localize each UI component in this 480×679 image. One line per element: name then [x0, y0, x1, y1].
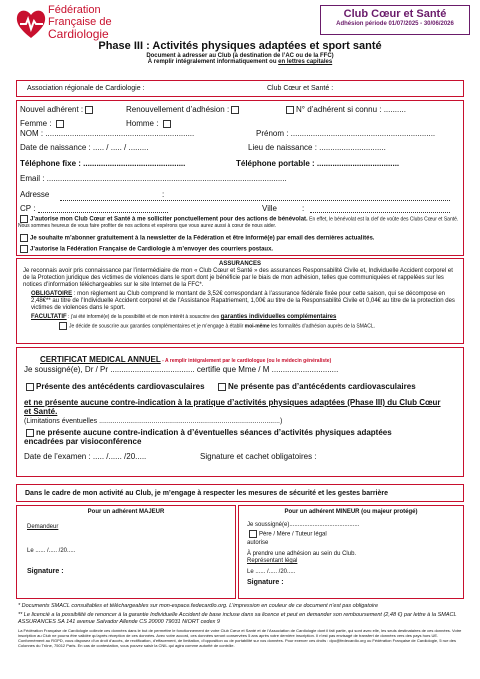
- safety-commitment: Dans le cadre de mon activité au Club, je m’engage à respecter les mesures de sécurité et les gestes barrière: [16, 484, 464, 502]
- minor-name-field[interactable]: Je soussigné(e)..........................................: [247, 522, 360, 528]
- no-contraindication: et ne présente aucune contre-indication à la pratique d’activités physiques adaptées (Phase III) du Club Cœur et Santé.: [24, 398, 441, 416]
- heading-sub1: Document à adresser au Club (à destination de l’AC ou de la FFC): [146, 53, 334, 59]
- doctor-signature-label: Signature et cachet obligatoires :: [200, 452, 317, 461]
- address-line[interactable]: [60, 200, 450, 201]
- club-period: Adhésion période 01/07/2025 - 30/06/2026: [336, 21, 454, 27]
- adult-title: Pour un adhérent MAJEUR: [87, 509, 165, 515]
- minor-join-label: À prendre une adhésion au sein du Club.: [247, 551, 357, 557]
- history-no-checkbox[interactable]: [218, 383, 226, 391]
- minor-date-field[interactable]: Le ...... /..... /20.....: [247, 569, 296, 575]
- history-yes[interactable]: Présente des antécédents cardiovasculaires: [24, 382, 205, 391]
- newsletter-checkbox[interactable]: [20, 234, 28, 242]
- adult-date-field[interactable]: Le ...... /..... /20.....: [27, 548, 76, 554]
- postcode-label: CP :: [20, 204, 36, 213]
- member-number-checkbox[interactable]: [286, 106, 294, 114]
- adult-member-box: [16, 505, 236, 599]
- woman-field[interactable]: Femme :: [20, 119, 66, 128]
- minor-authorise-label: autorise: [247, 540, 269, 546]
- minor-title: Pour un adhérent MINEUR (ou majeur protégé): [284, 509, 418, 515]
- visio-field[interactable]: ne présente aucune contre-indication à d’éventuelles séances d’activités physiques adaptées encadrées par visioconférence: [24, 428, 392, 446]
- volunteer-checkbox[interactable]: [20, 215, 28, 223]
- minor-signature-label: Signature :: [247, 579, 284, 586]
- history-yes-checkbox[interactable]: [26, 383, 34, 391]
- adult-applicant-label: Demandeur: [27, 524, 59, 530]
- minor-parent-field[interactable]: Père / Mère / Tuteur légal: [247, 530, 463, 538]
- visio-checkbox[interactable]: [26, 429, 34, 437]
- privacy-notice: La Fédération Française de Cardiologie collecte ces données dans le but de permettre le fonctionnement de votre Club Cœur et Santé et de l’Association de Cardiologie dont il fait partie, qui sont avec elle, les seuls destinataires de ces données. Votre inscription au Club ne pourra être validée qu’après réception de ces données. Avec votre accord, ces données seront conservées 5 ans après votre dernière inscription. Il n’est pas envisagé de transfert de données vers des pays hors UE. Conformément au RGPD, vous disposez d’un droit d’accès, de rectification, d’effacement, de limitation, d’opposition ou de portabilité sur vos données. Pour exercer ces droits : dpo@fedecardio.org ou Fédération Française de Cardiologie, 5 rue des Colonnes du Trône, 75012 Paris. En cas de contestation, vous pouvez saisir la CNIL qui agira comme autorité de contrôle.: [18, 628, 462, 648]
- club-title: Club Cœur et Santé: [343, 8, 447, 20]
- postal-checkbox[interactable]: [20, 245, 28, 253]
- minor-rep-label: Représentant légal: [247, 558, 298, 564]
- history-no[interactable]: Ne présente pas d’antécédents cardiovasculaires: [216, 382, 416, 391]
- insurance-box: [16, 258, 464, 344]
- landline-field[interactable]: Téléphone fixe : ..............................................: [20, 159, 186, 168]
- page-title: Phase III : Activités physiques adaptées et sport santé: [98, 40, 382, 52]
- association-box: [16, 80, 464, 97]
- man-checkbox[interactable]: [163, 120, 171, 128]
- newsletter-consent[interactable]: Je souhaite m’abonner gratuitement à la newsletter de la Fédération et être informé(e) par email des dernières actualités.: [18, 234, 462, 242]
- club-header-box: [320, 5, 470, 35]
- minor-member-box: [238, 505, 464, 599]
- city-label: Ville: [262, 204, 277, 213]
- city-line[interactable]: [310, 212, 450, 213]
- logo-line2: Française de: [48, 16, 112, 28]
- renewal-checkbox[interactable]: [231, 106, 239, 114]
- subscribe-checkbox[interactable]: [59, 322, 67, 330]
- limitations-field[interactable]: (Limitations éventuelles .............................................................................................): [24, 418, 283, 425]
- volunteer-consent[interactable]: J’autorise mon Club Cœur et Santé à me solliciter ponctuellement pour des actions de bénévolat. En effet, le bénévolat est la clef de voûte des Clubs Cœur et Santé. Nous sommes heureux de vous faire profiter de nos actions et espérons que vous aurez aussi à cœur de nous aider.: [18, 216, 459, 230]
- postal-consent[interactable]: J’autorise la Fédération Française de Cardiologie à m’envoyer des courriers postaux.: [18, 245, 462, 253]
- postcode-line[interactable]: [38, 212, 168, 213]
- assoc-club-label: Club Cœur et Santé :: [267, 85, 334, 92]
- mobile-field[interactable]: Téléphone portable : .....................................: [236, 159, 400, 168]
- city-colon: :: [302, 204, 305, 213]
- footnote-2: ** Le licencié a la possibilité de renoncer à la garantie Individuelle Accident de base incluse dans sa licence et peut en demander son remboursement (2,48 €) par lettre à la SMACL ASSURANCES SA 141 avenue Salvador Allende CS 20000 79031 NIORT cedex 9: [18, 612, 457, 625]
- footer: [18, 603, 464, 648]
- email-field[interactable]: Email : ............................................................................................................: [20, 174, 287, 183]
- logo-line3: Cardiologie: [48, 27, 109, 41]
- certificate-title: CERTIFICAT MEDICAL ANNUEL - A remplir intégralement par le cardiologue (ou le médecin généraliste): [40, 355, 332, 364]
- insurance-subscribe[interactable]: Je décide de souscrire aux garanties complémentaires et je m’engage à établir moi-même les formalités d’adhésion auprès de la SMACL.: [57, 322, 457, 330]
- man-field[interactable]: Homme :: [126, 119, 173, 128]
- insurance-optional: FACULTATIF : j’ai été informé(e) de la possibilité et de mon intérêt à souscrire des garanties individuelles complémentaires: [31, 314, 337, 320]
- address-colon: :: [162, 190, 165, 199]
- doctor-field[interactable]: Je soussigné(e), Dr / Pr ...................................... certifie que Mme / M ..............................: [24, 365, 339, 374]
- renewal-field[interactable]: Renouvellement d’adhésion :: [126, 105, 241, 114]
- nom-field[interactable]: NOM : ...................................................................: [20, 129, 195, 138]
- parent-checkbox[interactable]: [249, 530, 257, 538]
- new-member-checkbox[interactable]: [85, 106, 93, 114]
- woman-checkbox[interactable]: [56, 120, 64, 128]
- insurance-intro: Je reconnais avoir pris connaissance par l’intermédiaire de mon « Club Cœur et Santé » des assurances Responsabilité Civile et, Individuelle Accident corporel et de la Protection juridique des victimes de violences dans le sport dont je bénéficie par le biais de mon adhésion, telles que communiquées et rappelées sur les notices d’information téléchargeables sur le site Internet de la FFC*.: [23, 268, 453, 288]
- dob-field[interactable]: Date de naissance : ..... / ..... / .........: [20, 143, 149, 152]
- prenom-field[interactable]: Prénom : .................................................................: [256, 129, 436, 138]
- member-number-field[interactable]: N° d’adhérent si connu : ..........: [284, 105, 406, 114]
- heart-logo-icon: [16, 6, 46, 40]
- adult-signature-label: Signature :: [27, 568, 64, 575]
- insurance-title: ASSURANCES: [218, 261, 261, 267]
- birthplace-field[interactable]: Lieu de naissance : ..............................: [248, 143, 386, 152]
- footnote-1: * Documents SMACL consultables et téléchargeables sur mon-espace.fedecardio.org. L’impression en couleur de ce document n’est pas obligatoire: [18, 603, 379, 609]
- exam-date-field[interactable]: Date de l’examen : ..... /...... /20.....: [24, 452, 147, 461]
- heading-sub2: À remplir intégralement informatiquement ou en lettres capitales: [147, 59, 333, 65]
- address-label: Adresse: [20, 190, 50, 199]
- logo-line1: Fédération: [48, 4, 101, 16]
- new-member-field[interactable]: Nouvel adhérent :: [20, 105, 95, 114]
- assoc-region-label: Association régionale de Cardiologie :: [27, 85, 145, 92]
- insurance-mandatory: OBLIGATOIRE : mon règlement au Club comprend le montant de 3,52€ correspondant à l’assurance fédérale fixée pour cette saison, qui se décompose en 2,48€** au titre de l’Individuelle Accident corporel et de l’Assistance Rapatriement, 1,00€ au titre de la Responsabilité Civile et 0,04€ au titre de la protection des victimes de violences dans le sport.: [31, 291, 455, 311]
